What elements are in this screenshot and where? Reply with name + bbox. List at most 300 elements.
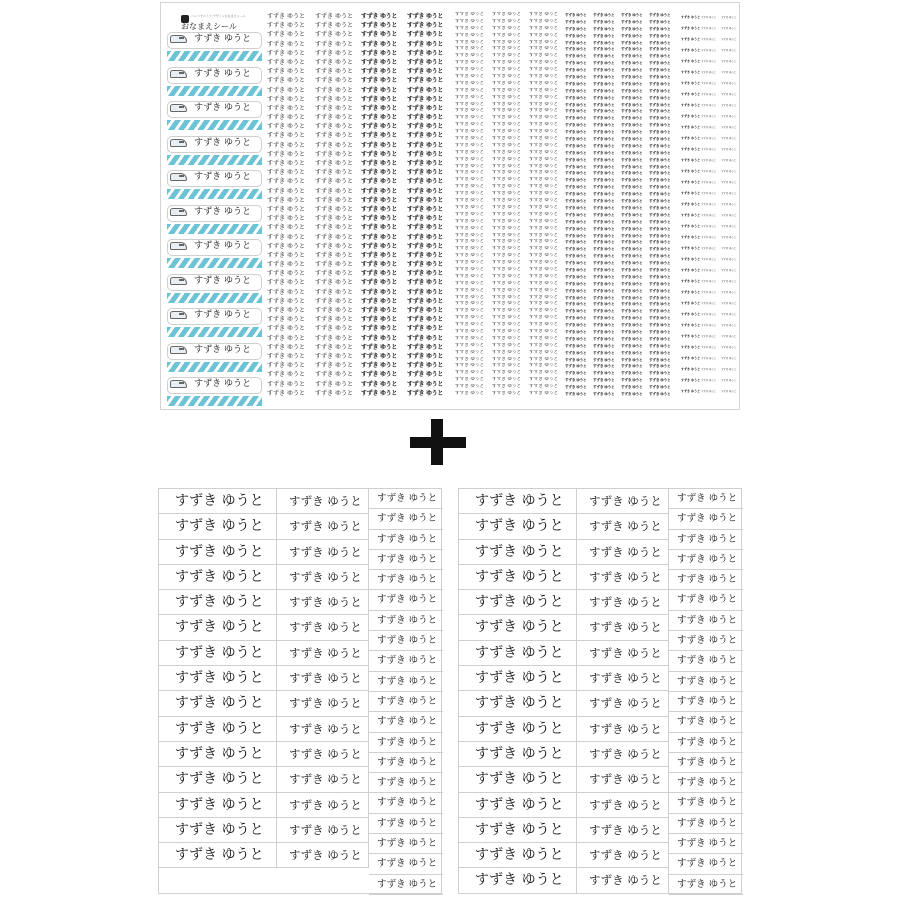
- mini-name-sticker: すずき ゆうと: [529, 80, 559, 86]
- mini-name-sticker: すずき ゆうと: [529, 287, 559, 293]
- mini-name-sticker: すずき ゆうと: [621, 281, 643, 286]
- name-label-cell: すずき ゆうと: [277, 691, 369, 716]
- mini-name-sticker: すずき ゆうと: [492, 122, 522, 128]
- mini-name-sticker: すずき ゆうと: [529, 239, 559, 245]
- mini-name-sticker: すずき ゆうと: [701, 159, 717, 162]
- name-label-cell: すずき ゆうと: [277, 514, 369, 539]
- mini-name-sticker: すずき ゆうと: [267, 389, 305, 397]
- mini-name-sticker: すずき ゆうと: [681, 114, 701, 118]
- mini-name-sticker: すずき ゆうと: [492, 335, 522, 341]
- mini-name-sticker: すずき ゆうと: [529, 115, 559, 121]
- mini-name-sticker: すずき ゆうと: [681, 147, 701, 151]
- mini-name-sticker: すずき ゆうと: [315, 242, 353, 250]
- mini-name-sticker: すずき ゆうと: [267, 95, 305, 103]
- mini-name-sticker: すずき ゆうと: [701, 93, 717, 96]
- mini-name-sticker: すずき ゆうと: [492, 266, 522, 272]
- mini-name-sticker: すずき ゆうと: [529, 170, 559, 176]
- mini-sticker-column: [315, 12, 365, 398]
- mini-name-sticker: すずき ゆうと: [315, 160, 353, 167]
- mini-name-sticker: すずき ゆうと: [407, 307, 444, 314]
- name-label-cell: すずき ゆうと: [577, 514, 669, 539]
- mini-name-sticker: すずき ゆうと: [407, 104, 444, 112]
- mini-name-sticker: すずき ゆうと: [681, 367, 701, 371]
- mini-name-sticker: すずき ゆうと: [361, 362, 398, 370]
- mini-name-sticker: すずき ゆうと: [649, 254, 671, 259]
- mini-name-sticker: すずき ゆうと: [621, 309, 643, 314]
- name-label-cell: すずき ゆうと: [577, 565, 669, 590]
- mini-name-sticker: すずき ゆうと: [593, 164, 615, 169]
- mini-name-sticker: すずき ゆうと: [315, 150, 353, 158]
- mini-name-sticker: すずき ゆうと: [621, 233, 643, 238]
- mini-name-sticker: すずき ゆうと: [492, 315, 522, 321]
- mini-name-sticker: すずき ゆうと: [455, 156, 485, 162]
- mini-name-sticker: すずき ゆうと: [529, 191, 559, 197]
- name-label-cell: すずき ゆうと: [159, 590, 277, 615]
- mini-name-sticker: すずき ゆうと: [492, 136, 522, 142]
- mini-name-sticker: すずき ゆうと: [529, 342, 559, 348]
- mini-name-sticker: すずき ゆうと: [267, 270, 305, 278]
- mini-name-sticker: すずき ゆうと: [315, 279, 353, 287]
- name-label-cell: すずき ゆうと: [159, 818, 277, 843]
- name-label-cell: すずき ゆうと: [369, 611, 443, 631]
- mini-sticker-column: [361, 12, 411, 398]
- name-label-cell: すずき ゆうと: [277, 565, 369, 590]
- name-label-cell: すずき ゆうと: [669, 854, 743, 874]
- mini-name-sticker: すずき ゆうと: [267, 261, 305, 269]
- mini-name-sticker: すずき ゆうと: [492, 46, 522, 52]
- mini-name-sticker: すずき ゆうと: [492, 328, 522, 334]
- mini-name-sticker: すずき ゆうと: [529, 129, 559, 135]
- mini-name-sticker: すずき ゆうと: [455, 74, 485, 80]
- mini-name-sticker: すずき ゆうと: [721, 159, 737, 162]
- mini-name-sticker: すずき ゆうと: [315, 95, 353, 103]
- mini-name-sticker: すずき ゆうと: [621, 54, 643, 59]
- mini-name-sticker: すずき ゆうと: [593, 212, 615, 217]
- name-label-cell: すずき ゆうと: [459, 793, 577, 818]
- mini-name-sticker: すずき ゆうと: [621, 302, 643, 307]
- mini-name-sticker: すずき ゆうと: [621, 199, 643, 204]
- name-label-cell: すずき ゆうと: [277, 540, 369, 565]
- mini-name-sticker: すずき ゆうと: [649, 199, 671, 204]
- mini-name-sticker: すずき ゆうと: [529, 136, 559, 142]
- mini-name-sticker: すずき ゆうと: [529, 301, 559, 307]
- sticker-name: すずき ゆうと: [194, 206, 251, 217]
- mini-name-sticker: すずき ゆうと: [565, 316, 587, 321]
- mini-name-sticker: すずき ゆうと: [267, 31, 305, 39]
- mini-name-sticker: すずき ゆうと: [649, 336, 671, 341]
- mini-name-sticker: すずき ゆうと: [407, 261, 444, 269]
- mini-name-sticker: すずき ゆうと: [267, 68, 305, 76]
- mini-name-sticker: すずき ゆうと: [361, 371, 398, 379]
- text-label-sheet-right: [458, 488, 742, 894]
- mini-name-sticker: すずき ゆうと: [649, 343, 671, 348]
- mini-name-sticker: すずき ゆうと: [565, 185, 587, 190]
- mini-name-sticker: すずき ゆうと: [455, 53, 485, 59]
- mini-name-sticker: すずき ゆうと: [649, 316, 671, 321]
- mini-name-sticker: すずき ゆうと: [621, 254, 643, 259]
- mini-name-sticker: すずき ゆうと: [529, 177, 559, 183]
- name-label-cell: すずき ゆうと: [277, 666, 369, 691]
- mini-name-sticker: すずき ゆうと: [721, 71, 737, 74]
- stripe-band: [167, 362, 262, 372]
- name-label-cell: すずき ゆうと: [369, 733, 443, 753]
- mini-name-sticker: すずき ゆうと: [455, 253, 485, 259]
- mini-name-sticker: すずき ゆうと: [455, 191, 485, 197]
- mini-name-sticker: すずき ゆうと: [681, 92, 701, 96]
- mini-name-sticker: すずき ゆうと: [621, 329, 643, 334]
- mini-name-sticker: すずき ゆうと: [565, 40, 587, 45]
- mini-name-sticker: すずき ゆうと: [361, 279, 398, 287]
- mini-name-sticker: すずき ゆうと: [455, 287, 485, 293]
- mini-name-sticker: すずき ゆうと: [565, 240, 587, 245]
- mini-name-sticker: すずき ゆうと: [621, 364, 643, 369]
- mini-name-sticker: すずき ゆうと: [315, 224, 353, 232]
- mini-name-sticker: すずき ゆうと: [721, 225, 737, 228]
- mini-name-sticker: すずき ゆうと: [721, 390, 737, 393]
- mini-sticker-column: [267, 12, 317, 398]
- mini-name-sticker: すずき ゆうと: [315, 288, 353, 296]
- mini-name-sticker: すずき ゆうと: [529, 39, 559, 45]
- mini-name-sticker: すずき ゆうと: [407, 343, 444, 351]
- mini-name-sticker: すずき ゆうと: [593, 247, 615, 252]
- mini-name-sticker: すずき ゆうと: [361, 150, 398, 158]
- mini-name-sticker: すずき ゆうと: [701, 104, 717, 107]
- mini-name-sticker: すずき ゆうと: [701, 247, 717, 250]
- mini-name-sticker: すずき ゆうと: [681, 48, 701, 52]
- mini-name-sticker: すずき ゆうと: [315, 316, 353, 324]
- mini-name-sticker: すずき ゆうと: [649, 164, 671, 169]
- mini-name-sticker: すずき ゆうと: [407, 352, 444, 360]
- name-label-cell: すずき ゆうと: [669, 692, 743, 712]
- mini-name-sticker: すずき ゆうと: [701, 49, 717, 52]
- mini-name-sticker: すずき ゆうと: [681, 37, 701, 41]
- mini-name-sticker: すずき ゆうと: [649, 205, 671, 210]
- mini-name-sticker: すずき ゆうと: [621, 343, 643, 348]
- stripe-band: [167, 155, 262, 165]
- mini-name-sticker: すずき ゆうと: [492, 246, 522, 252]
- stripe-band: [167, 51, 262, 61]
- name-label-cell: すずき ゆうと: [277, 717, 369, 742]
- name-label-cell: すずき ゆうと: [669, 550, 743, 570]
- name-label-cell: すずき ゆうと: [159, 489, 277, 514]
- mini-name-sticker: すずき ゆうと: [593, 323, 615, 328]
- mini-name-sticker: すずき ゆうと: [315, 22, 353, 30]
- mini-name-sticker: すずき ゆうと: [721, 115, 737, 118]
- mini-sticker-column: [721, 12, 771, 397]
- mini-name-sticker: すずき ゆうと: [361, 307, 398, 314]
- mini-name-sticker: すずき ゆうと: [565, 281, 587, 286]
- mini-name-sticker: すずき ゆうと: [455, 136, 485, 142]
- mini-name-sticker: すずき ゆうと: [649, 130, 671, 135]
- mini-name-sticker: すずき ゆうと: [267, 371, 305, 379]
- mini-name-sticker: すずき ゆうと: [593, 130, 615, 135]
- mini-name-sticker: すずき ゆうと: [593, 40, 615, 45]
- mini-name-sticker: すずき ゆうと: [593, 109, 615, 114]
- name-label-cell: すずき ゆうと: [669, 651, 743, 671]
- mini-name-sticker: すずき ゆうと: [455, 142, 485, 148]
- stripe-band: [167, 86, 262, 96]
- mini-name-sticker: すずき ゆうと: [649, 143, 671, 148]
- mini-name-sticker: すずき ゆうと: [361, 22, 398, 30]
- mini-name-sticker: すずき ゆうと: [455, 25, 485, 31]
- mini-name-sticker: すずき ゆうと: [455, 322, 485, 328]
- mini-name-sticker: すずき ゆうと: [649, 150, 671, 155]
- mini-name-sticker: すずき ゆうと: [621, 150, 643, 155]
- mini-name-sticker: すずき ゆうと: [529, 12, 559, 17]
- mini-name-sticker: すずき ゆうと: [649, 81, 671, 86]
- mini-name-sticker: すずき ゆうと: [565, 47, 587, 52]
- mini-name-sticker: すずき ゆうと: [593, 143, 615, 148]
- mini-name-sticker: すずき ゆうと: [492, 287, 522, 293]
- mini-name-sticker: すずき ゆうと: [529, 328, 559, 334]
- mini-name-sticker: すずき ゆうと: [593, 81, 615, 86]
- mini-name-sticker: すずき ゆうと: [649, 281, 671, 286]
- mini-name-sticker: すずき ゆうと: [407, 187, 444, 195]
- mini-name-sticker: すずき ゆうと: [593, 75, 615, 80]
- mini-name-sticker: すずき ゆうと: [649, 371, 671, 376]
- mini-name-sticker: すずき ゆうと: [621, 123, 643, 128]
- mini-name-sticker: すずき ゆうと: [681, 224, 701, 228]
- mini-name-sticker: すずき ゆうと: [593, 343, 615, 348]
- mini-name-sticker: すずき ゆうと: [701, 192, 717, 195]
- mini-name-sticker: すずき ゆうと: [407, 58, 444, 66]
- mini-name-sticker: すずき ゆうと: [529, 266, 559, 272]
- mini-name-sticker: すずき ゆうと: [529, 225, 559, 231]
- mini-name-sticker: すずき ゆうと: [407, 114, 444, 122]
- mini-name-sticker: すずき ゆうと: [492, 87, 522, 93]
- name-label-cell: すずき ゆうと: [369, 570, 443, 590]
- mini-name-sticker: すずき ゆうと: [701, 280, 717, 283]
- mini-name-sticker: すずき ゆうと: [455, 363, 485, 369]
- mini-name-sticker: すずき ゆうと: [492, 322, 522, 328]
- train-name-sticker: [167, 100, 262, 135]
- sticker-name: すずき ゆうと: [194, 103, 251, 113]
- name-label-cell: すずき ゆうと: [669, 530, 743, 550]
- mini-name-sticker: すずき ゆうと: [593, 302, 615, 307]
- mini-name-sticker: すずき ゆうと: [361, 233, 398, 241]
- mini-name-sticker: すずき ゆうと: [455, 46, 485, 52]
- name-label-cell: すずき ゆうと: [669, 631, 743, 651]
- mini-name-sticker: すずき ゆうと: [315, 77, 353, 85]
- mini-name-sticker: すずき ゆうと: [593, 233, 615, 238]
- mini-name-sticker: すずき ゆうと: [593, 261, 615, 266]
- mini-name-sticker: すずき ゆうと: [721, 137, 737, 140]
- mini-name-sticker: すずき ゆうと: [565, 13, 587, 17]
- mini-name-sticker: すずき ゆうと: [721, 280, 737, 283]
- mini-name-sticker: すずき ゆうと: [565, 295, 587, 300]
- small-label-column: [369, 489, 443, 895]
- mini-name-sticker: すずき ゆうと: [492, 149, 522, 155]
- mini-name-sticker: すずき ゆうと: [529, 204, 559, 210]
- mini-name-sticker: すずき ゆうと: [492, 156, 522, 162]
- name-label-cell: すずき ゆうと: [277, 590, 369, 615]
- mini-name-sticker: すずき ゆうと: [361, 77, 398, 85]
- mini-name-sticker: すずき ゆうと: [593, 329, 615, 334]
- mini-name-sticker: すずき ゆうと: [593, 274, 615, 279]
- mini-name-sticker: すずき ゆうと: [455, 328, 485, 334]
- mini-name-sticker: すずき ゆうと: [455, 32, 485, 38]
- name-label-cell: すずき ゆうと: [669, 733, 743, 753]
- mini-name-sticker: すずき ゆうと: [455, 218, 485, 224]
- mini-name-sticker: すずき ゆうと: [529, 198, 559, 204]
- stripe-band: [167, 327, 262, 337]
- mini-name-sticker: すずき ゆうと: [621, 178, 643, 183]
- mini-name-sticker: すずき ゆうと: [529, 335, 559, 341]
- name-label-cell: すずき ゆうと: [669, 509, 743, 529]
- mini-name-sticker: すずき ゆうと: [565, 357, 587, 362]
- mini-name-sticker: すずき ゆうと: [455, 39, 485, 45]
- mini-name-sticker: すずき ゆうと: [315, 40, 353, 48]
- mini-name-sticker: すずき ゆうと: [681, 191, 701, 195]
- mini-name-sticker: すずき ゆうと: [267, 362, 305, 370]
- mini-name-sticker: すずき ゆうと: [492, 204, 522, 210]
- mini-name-sticker: すずき ゆうと: [593, 267, 615, 272]
- mini-name-sticker: すずき ゆうと: [621, 171, 643, 176]
- mini-name-sticker: すずき ゆうと: [267, 77, 305, 85]
- name-label-cell: すずき ゆうと: [577, 590, 669, 615]
- name-label-cell: すずき ゆうと: [369, 753, 443, 773]
- mini-name-sticker: すずき ゆうと: [649, 68, 671, 73]
- mini-name-sticker: すずき ゆうと: [267, 160, 305, 167]
- mini-name-sticker: すずき ゆうと: [267, 169, 305, 177]
- mini-name-sticker: すずき ゆうと: [492, 232, 522, 238]
- mini-name-sticker: すずき ゆうと: [315, 68, 353, 76]
- mini-name-sticker: すずき ゆうと: [681, 246, 701, 250]
- name-label-cell: すずき ゆうと: [577, 793, 669, 818]
- mini-name-sticker: すずき ゆうと: [361, 352, 398, 360]
- mini-name-sticker: すずき ゆうと: [649, 137, 671, 142]
- mini-name-sticker: すずき ゆうと: [701, 71, 717, 74]
- mini-name-sticker: すずき ゆうと: [267, 334, 305, 342]
- mini-name-sticker: すずき ゆうと: [621, 192, 643, 197]
- mini-name-sticker: すずき ゆうと: [621, 247, 643, 252]
- mini-name-sticker: すずき ゆうと: [565, 75, 587, 80]
- mini-name-sticker: すずき ゆうと: [407, 86, 444, 94]
- mini-name-sticker: すずき ゆうと: [492, 25, 522, 31]
- mini-name-sticker: すずき ゆうと: [361, 389, 398, 397]
- name-label-cell: すずき ゆうと: [577, 843, 669, 868]
- mini-name-sticker: すずき ゆうと: [267, 114, 305, 122]
- name-label-cell: すずき ゆうと: [459, 742, 577, 767]
- name-label-cell: すずき ゆうと: [369, 550, 443, 570]
- mini-name-sticker: すずき ゆうと: [455, 211, 485, 217]
- mini-name-sticker: すずき ゆうと: [315, 297, 353, 305]
- mini-name-sticker: すずき ゆうと: [681, 334, 701, 338]
- mini-name-sticker: すずき ゆうと: [593, 295, 615, 300]
- mini-name-sticker: すずき ゆうと: [407, 389, 444, 397]
- name-label-cell: すずき ゆうと: [277, 793, 369, 818]
- mini-name-sticker: すずき ゆうと: [455, 301, 485, 307]
- mini-name-sticker: すずき ゆうと: [593, 385, 615, 390]
- mini-name-sticker: すずき ゆうと: [701, 38, 717, 41]
- mini-name-sticker: すずき ゆうと: [315, 270, 353, 278]
- train-icon: [170, 35, 187, 43]
- mini-name-sticker: すずき ゆうと: [455, 184, 485, 190]
- mini-name-sticker: すずき ゆうと: [621, 137, 643, 142]
- mini-name-sticker: すずき ゆうと: [621, 323, 643, 328]
- mini-name-sticker: すずき ゆうと: [565, 26, 587, 31]
- name-label-cell: すずき ゆうと: [669, 489, 743, 509]
- name-label-cell: すずき ゆうと: [459, 666, 577, 691]
- mini-name-sticker: すずき ゆうと: [621, 205, 643, 210]
- mini-name-sticker: すずき ゆうと: [649, 47, 671, 52]
- mini-name-sticker: すずき ゆうと: [649, 33, 671, 38]
- mini-name-sticker: すずき ゆうと: [492, 356, 522, 362]
- mini-name-sticker: すずき ゆうと: [492, 225, 522, 231]
- mini-name-sticker: すずき ゆうと: [565, 343, 587, 348]
- name-label-cell: すずき ゆうと: [577, 868, 669, 893]
- mini-name-sticker: すずき ゆうと: [407, 196, 444, 204]
- mini-name-sticker: すずき ゆうと: [621, 116, 643, 121]
- mini-name-sticker: すずき ゆうと: [593, 178, 615, 183]
- train-name-sticker: [167, 273, 262, 308]
- mini-name-sticker: すずき ゆうと: [407, 270, 444, 278]
- mini-name-sticker: すずき ゆうと: [267, 58, 305, 66]
- mini-name-sticker: すずき ゆうと: [361, 270, 398, 278]
- mini-name-sticker: すずき ゆうと: [649, 267, 671, 272]
- mini-name-sticker: すずき ゆうと: [701, 335, 717, 338]
- mini-name-sticker: すずき ゆうと: [455, 260, 485, 266]
- mini-name-sticker: すずき ゆうと: [492, 260, 522, 266]
- mini-name-sticker: すずき ゆうと: [593, 13, 615, 17]
- mini-name-sticker: すずき ゆうと: [267, 215, 305, 223]
- mini-name-sticker: すずき ゆうと: [593, 61, 615, 66]
- name-label-cell: すずき ゆうと: [159, 615, 277, 640]
- name-label-cell: すずき ゆうと: [577, 742, 669, 767]
- name-label-cell: すずき ゆうと: [369, 875, 443, 895]
- mini-name-sticker: すずき ゆうと: [407, 288, 444, 296]
- mini-name-sticker: すずき ゆうと: [721, 346, 737, 349]
- mini-name-sticker: すずき ゆうと: [492, 80, 522, 86]
- train-icon: [170, 277, 187, 285]
- name-label-cell: すずき ゆうと: [669, 611, 743, 631]
- mini-name-sticker: すずき ゆうと: [565, 391, 587, 396]
- mini-name-sticker: すずき ゆうと: [529, 308, 559, 314]
- mini-name-sticker: すずき ゆうと: [492, 101, 522, 107]
- name-label-cell: すずき ゆうと: [369, 773, 443, 793]
- mini-name-sticker: すずき ゆうと: [315, 141, 353, 149]
- name-label-cell: すずき ゆうと: [459, 767, 577, 792]
- mini-name-sticker: すずき ゆうと: [721, 368, 737, 371]
- mini-name-sticker: すずき ゆうと: [315, 187, 353, 195]
- mini-name-sticker: すずき ゆうと: [315, 169, 353, 177]
- mini-name-sticker: すずき ゆうと: [455, 225, 485, 231]
- mini-name-sticker: すずき ゆうと: [621, 61, 643, 66]
- mini-name-sticker: すずき ゆうと: [721, 104, 737, 107]
- mini-name-sticker: すずき ゆうと: [721, 214, 737, 217]
- mini-name-sticker: すずき ゆうと: [565, 123, 587, 128]
- mini-name-sticker: すずき ゆうと: [492, 142, 522, 148]
- name-label-cell: すずき ゆうと: [577, 489, 669, 514]
- mini-name-sticker: すずき ゆうと: [455, 177, 485, 183]
- mini-name-sticker: すずき ゆうと: [492, 363, 522, 369]
- mini-name-sticker: すずき ゆうと: [565, 81, 587, 86]
- mini-name-sticker: すずき ゆうと: [492, 94, 522, 100]
- mini-name-sticker: すずき ゆうと: [455, 356, 485, 362]
- mini-name-sticker: すずき ゆうと: [681, 136, 701, 140]
- mini-name-sticker: すずき ゆうと: [565, 302, 587, 307]
- mini-name-sticker: すずき ゆうと: [267, 132, 305, 140]
- mini-name-sticker: すずき ゆうと: [649, 233, 671, 238]
- mini-name-sticker: すずき ゆうと: [701, 258, 717, 261]
- mini-name-sticker: すずき ゆうと: [593, 68, 615, 73]
- mini-name-sticker: すずき ゆうと: [701, 379, 717, 382]
- mini-name-sticker: すずき ゆうと: [593, 150, 615, 155]
- mini-name-sticker: すずき ゆうと: [621, 219, 643, 224]
- mini-name-sticker: すずき ゆうと: [492, 53, 522, 59]
- mini-name-sticker: すずき ゆうと: [455, 198, 485, 204]
- mini-name-sticker: すずき ゆうと: [492, 60, 522, 66]
